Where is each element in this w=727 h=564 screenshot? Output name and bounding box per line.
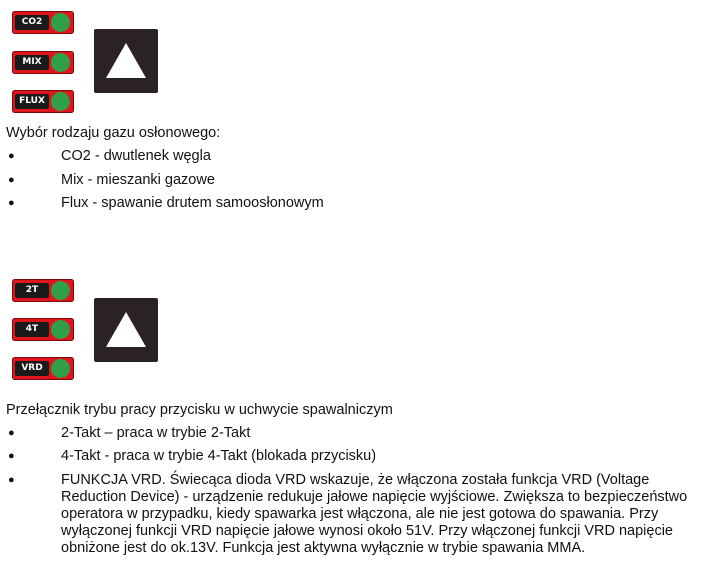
led-green-icon: [51, 281, 70, 300]
vrd-line: wyłączonej funkcji VRD napięcie jałowe wynosi około 51V. Przy włączonej funkcji VRD napięcie: [61, 523, 673, 539]
triangle-up-icon: [94, 29, 158, 93]
indicator-mix: [12, 51, 74, 74]
gas-heading: Wybór rodzaju gazu osłonowego:: [6, 125, 221, 141]
indicator-vrd: [12, 357, 74, 380]
vrd-line: FUNKCJA VRD. Świecąca dioda VRD wskazuje, że włączona została funkcja VRD (Voltage: [61, 472, 650, 488]
bullet-icon: ●: [8, 150, 15, 162]
indicator-label: CO2: [15, 15, 49, 30]
led-green-icon: [51, 320, 70, 339]
indicator-4t: [12, 318, 74, 341]
indicator-label: MIX: [15, 55, 49, 70]
indicator-label: FLUX: [15, 94, 49, 109]
gas-item-co2: CO2 - dwutlenek węgla: [61, 148, 211, 164]
indicator-co2: [12, 11, 74, 34]
led-green-icon: [51, 359, 70, 378]
indicator-label: VRD: [15, 361, 49, 376]
vrd-line: obniżone jest do ok.13V. Funkcja jest aktywna wyłącznie w trybie spawania MMA.: [61, 540, 586, 556]
indicator-label: 2T: [15, 283, 49, 298]
indicator-flux: [12, 90, 74, 113]
led-green-icon: [51, 53, 70, 72]
bullet-icon: ●: [8, 474, 15, 486]
gas-item-mix: Mix - mieszanki gazowe: [61, 172, 215, 188]
mode-item-4t: 4-Takt - praca w trybie 4-Takt (blokada przycisku): [61, 448, 377, 464]
gas-item-flux: Flux - spawanie drutem samoosłonowym: [61, 195, 324, 211]
bullet-icon: ●: [8, 427, 15, 439]
bullet-icon: ●: [8, 197, 15, 209]
mode-item-2t: 2-Takt – praca w trybie 2-Takt: [61, 425, 251, 441]
vrd-line: operatora w przypadku, kiedy spawarka jest włączona, ale nie jest gotowa do spawania. Przy: [61, 506, 659, 522]
indicator-2t: [12, 279, 74, 302]
indicator-label: 4T: [15, 322, 49, 337]
led-green-icon: [51, 13, 70, 32]
mode-heading: Przełącznik trybu pracy przycisku w uchwycie spawalniczym: [6, 402, 393, 418]
led-green-icon: [51, 92, 70, 111]
mode-select-button[interactable]: [94, 298, 158, 362]
gas-select-button[interactable]: [94, 29, 158, 93]
bullet-icon: ●: [8, 174, 15, 186]
vrd-description: [61, 472, 727, 557]
triangle-up-icon: [94, 298, 158, 362]
bullet-icon: ●: [8, 450, 15, 462]
vrd-line: Reduction Device) - urządzenie redukuje jałowe napięcie wyjściowe. Zwiększa to bezpieczeństwo: [61, 489, 688, 505]
